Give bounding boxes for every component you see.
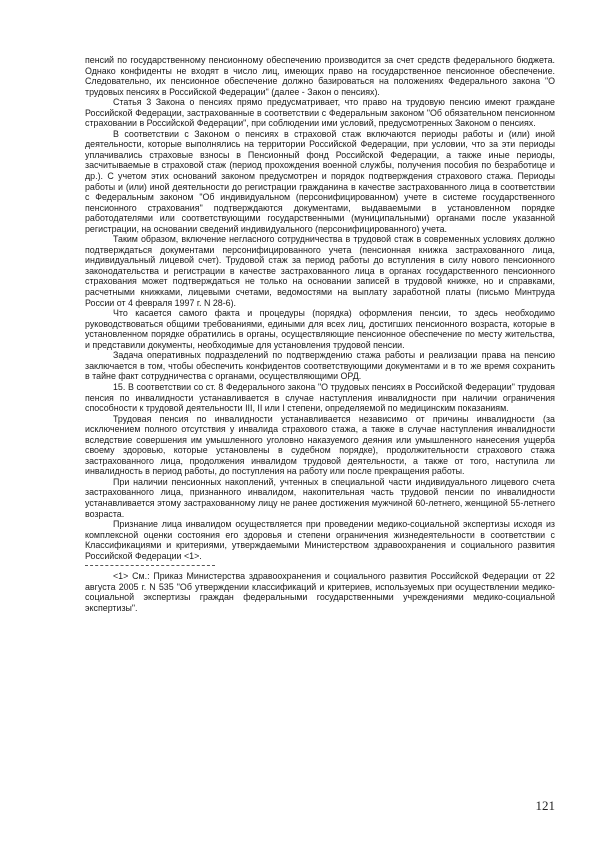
paragraph: Трудовая пенсия по инвалидности устанавливается независимо от причины инвалидности (за исключением полного отсутствия у инвалида страхового стажа, а также в случае наступления инвалидности вследствие совершения им умышленного уголовно наказуемого деяния или умышленного нанесения ущерба своему здоровью, которые установлены в судебном порядке), продолжительности страхового стажа застрахованного лица, продолжения инвалидом трудовой деятельности, а также от того, наступила ли инвалидность в период работы, до поступления на работу или после прекращения работы.	[85, 413, 555, 477]
paragraph: В соответствии с Законом о пенсиях в страховой стаж включаются периоды работы и (или) иной деятельности, которые выполнялись на территории Российской Федерации, при условии, что за эти периоды уплачивались страховые взносы в Пенсионный фонд Российской Федерации, а также иные периоды, засчитываемые в страховой стаж (период прохождения военной службы, получения пособия по безработице и др.). С учетом этих оснований законом предусмотрен и порядок подтверждения страхового стажа. Периоды работы и (или) иной деятельности до регистрации гражданина в качестве застрахованного лица в соответствии с Федеральным законом "Об индивидуальном (персонифицированном) учете в системе государственного пенсионного страхования" подтверждаются документами, выдаваемыми в установленном порядке работодателями или соответствующими государственными (муниципальными) органами после указанной регистрации, на основании сведений индивидуального (персонифицированного) учета.	[85, 128, 555, 234]
paragraph: Таким образом, включение негласного сотрудничества в трудовой стаж в современных условиях должно подтверждаться документами персонифицированного учета (пенсионная книжка застрахованного лица, индивидуальный лицевой счет). Трудовой стаж за период работы до вступления в силу нового пенсионного законодательства и регистрации в качестве застрахованного лица в органах государственного пенсионного страхования может подтверждаться не только на основании записей в трудовой книжке, но и справками, расчетными книжками, лицевыми счетами, ведомостями на выплату заработной платы (письмо Минтруда России от 4 февраля 1997 г. N 28-6).	[85, 234, 555, 308]
page-body	[85, 55, 555, 613]
footnote-separator	[85, 565, 215, 566]
paragraph: Признание лица инвалидом осуществляется при проведении медико-социальной экспертизы исходя из комплексной оценки состояния его здоровья и степени ограничения жизнедеятельности в соответствии с Классификациями и критериями, утверждаемыми Министерством здравоохранения и социального развития Российской Федерации <1>.	[85, 519, 555, 561]
paragraph: 15. В соответствии со ст. 8 Федерального закона "О трудовых пенсиях в Российской Федерации" трудовая пенсия по инвалидности устанавливается в случае наступления инвалидности при наличии ограничения способности к трудовой деятельности III, II или I степени, определяемой по медицинским показаниям.	[85, 381, 555, 414]
paragraph: Что касается самого факта и процедуры (порядка) оформления пенсии, то здесь необходимо руководствоваться общими требованиями, едиными для всех лиц, достигших пенсионного возраста, которые в установленном порядке обратились в органы, осуществляющие пенсионное обеспечение по месту жительства, и представили документы, необходимые для установления трудовой пенсии.	[85, 308, 555, 350]
paragraph: Статья 3 Закона о пенсиях прямо предусматривает, что право на трудовую пенсию имеют граждане Российской Федерации, застрахованные в соответствии с Федеральным законом "Об обязательном пенсионном страховании в Российской Федерации", при соблюдении ими условий, предусмотренных Законом о пенсиях.	[85, 97, 555, 129]
page-number: 121	[535, 798, 555, 813]
paragraph: При наличии пенсионных накоплений, учтенных в специальной части индивидуального лицевого счета застрахованного лица, признанного инвалидом, накопительная часть трудовой пенсии по инвалидности устанавливается этому застрахованному лицу не ранее достижения мужчиной 60-летнего, женщиной 55-летнего возраста.	[85, 476, 555, 519]
paragraph: пенсий по государственному пенсионному обеспечению производится за счет средств федерального бюджета. Однако конфиденты не входят в число лиц, имеющих право на государственное пенсионное обеспечение. Следовательно, их пенсионное обеспечение должно базироваться на положениях Федерального закона "О трудовых пенсиях в Российской Федерации" (далее - Закон о пенсиях).	[85, 55, 555, 97]
footnote: <1> См.: Приказ Министерства здравоохранения и социального развития Российской Федерации от 22 августа 2005 г. N 535 "Об утверждении классификаций и критериев, используемых при осуществлении медико-социальной экспертизы граждан федеральными государственными учреждениями медико-социальной экспертизы".	[85, 571, 555, 613]
paragraph: Задача оперативных подразделений по подтверждению стажа работы и реализации права на пенсию заключается в том, чтобы обеспечить конфидентов соответствующими документами и в то же время сохранить в тайне факт сотрудничества с органами, осуществляющими ОРД.	[85, 350, 555, 382]
